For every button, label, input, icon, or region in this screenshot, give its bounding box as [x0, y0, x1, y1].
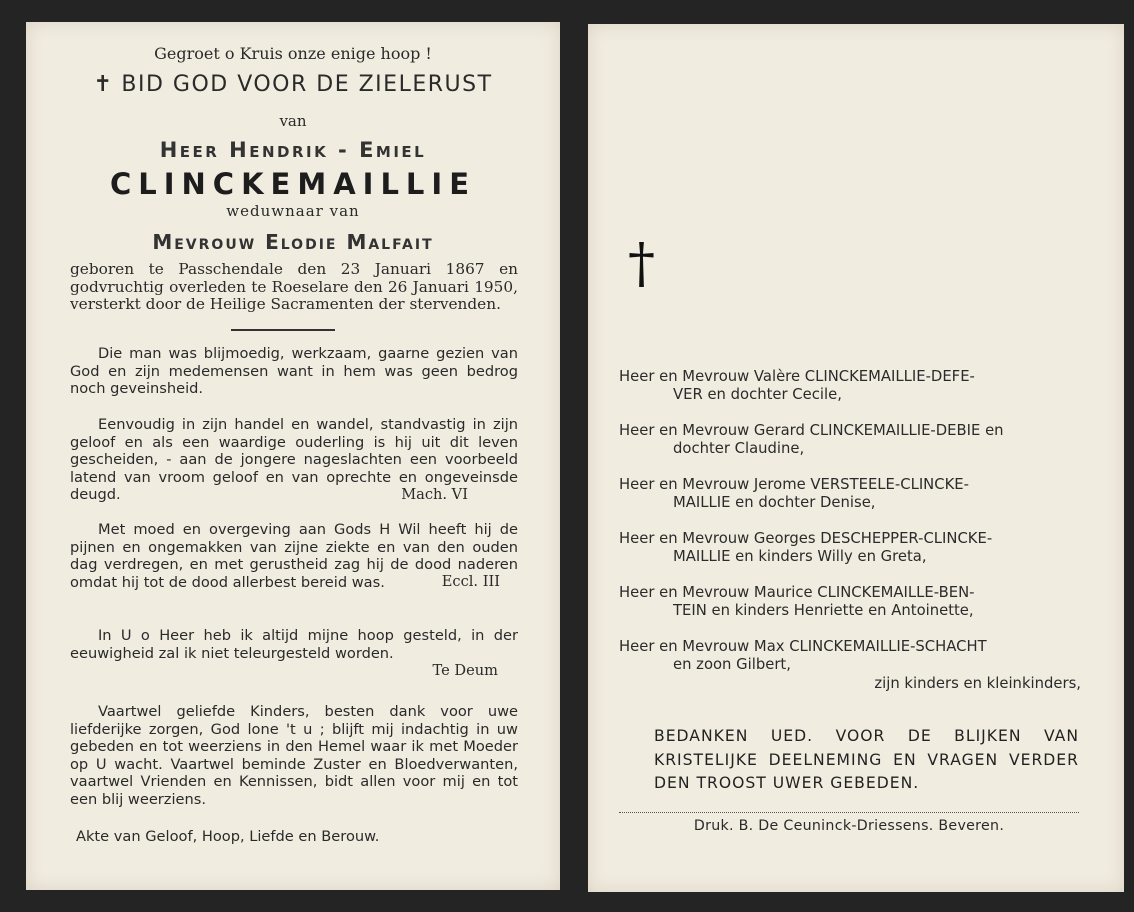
scripture-ref-mach: Mach. VI [401, 485, 468, 503]
prayer-heading [26, 72, 560, 97]
family-entry [619, 476, 1081, 511]
van-label: van [279, 112, 307, 130]
deceased-given-name: Heer Hendrik - Emiel [159, 138, 427, 162]
scripture-ref-eccl: Eccl. III [441, 573, 500, 590]
family-entry-line2: MAILLIE en kinders Willy en Greta, [673, 547, 927, 565]
dotted-divider [619, 812, 1079, 813]
left-card-panel [26, 22, 560, 890]
family-entry-line2: MAILLIE en dochter Denise, [673, 493, 876, 511]
family-entry [619, 638, 1081, 673]
greeting-line: Gegroet o Kruis onze enige hoop ! [154, 44, 432, 63]
paragraph-hope-block [70, 627, 518, 680]
family-entry-line1: Heer en Mevrouw Jerome VERSTEELE-CLINCKE- [619, 476, 969, 493]
paragraph-hope: In U o Heer heb ik altijd mijne hoop gesteld, in der eeuwigheid zal ik niet teleurgesteld worden. [70, 627, 518, 662]
paragraph-faith-block [70, 416, 518, 503]
cross-icon: ✝ [93, 72, 114, 97]
family-entry [619, 584, 1081, 619]
family-entry-line2: TEIN en kinders Henriette en Antoinette, [673, 601, 974, 619]
akte-line: Akte van Geloof, Hoop, Liefde en Berouw. [76, 828, 380, 845]
prayer-heading-text: BID GOD VOOR DE ZIELERUST [121, 72, 493, 97]
printer-credit: Druk. B. De Ceuninck-Driessens. Beveren. [693, 818, 1005, 834]
deceased-surname: CLINCKEMAILLIE [109, 167, 477, 201]
family-entry [619, 530, 1081, 565]
family-entry-line2: VER en dochter Cecile, [673, 385, 842, 403]
children-grandchildren-line: zijn kinders en kleinkinders, [874, 675, 1081, 692]
paragraph-farewell: Vaartwel geliefde Kinders, besten dank voor uwe liefderijke zorgen, God lone 't u ; blijft mij indachtig in uw gebeden en tot weerziens in den Hemel waar ik met Moeder op U wacht. Vaartwel beminde Zuster en Bloedverwanten, vaartwel Vrienden en Kennissen, bidt allen voor mij en tot een blij weerziens. [70, 703, 518, 808]
paragraph-suffering-block [70, 521, 518, 591]
paragraph-suffering: Met moed en overgeving aan Gods H Wil heeft hij de pijnen en ongemakken van zijne ziekte en van den ouden dag verdregen, en met gerustheid zag hij de dood naderen omdat hij tot de dood allerbest bereid was. [70, 521, 518, 591]
family-entry [619, 368, 1081, 403]
paragraph-faith: Eenvoudig in zijn handel en wandel, standvastig in zijn geloof en als een waardige ouderling is hij uit dit leven gescheiden, - aan de jongere nageslachten een voorbeeld latend van vroom geloof en van oprechte en ongeveinsde deugd. [70, 416, 518, 503]
paragraph-character: Die man was blijmoedig, werkzaam, gaarne gezien van God en zijn medemensen want in hem was geen bedrog noch geveinsheid. [70, 345, 518, 397]
thanks-paragraph: BEDANKEN UED. VOOR DE BLIJKEN VAN KRISTELIJKE DEELNEMING EN VRAGEN VERDER DEN TROOST UWER GEBEDEN. [654, 727, 1079, 792]
family-entry [619, 422, 1081, 457]
divider-rule [231, 329, 335, 331]
te-deum-ref: Te Deum [432, 662, 498, 679]
right-card-panel [588, 24, 1124, 892]
family-entry-line2: en zoon Gilbert, [673, 655, 791, 673]
family-entry-line1: Heer en Mevrouw Max CLINCKEMAILLIE-SCHACHT [619, 638, 987, 655]
family-list [619, 368, 1081, 693]
widower-label: weduwnaar van [226, 202, 360, 220]
family-entry-line1: Heer en Mevrouw Maurice CLINCKEMAILLE-BEN- [619, 584, 975, 601]
cross-icon: † [628, 232, 655, 295]
family-entry-line1: Heer en Mevrouw Gerard CLINCKEMAILLIE-DEBIE en [619, 422, 1004, 439]
spouse-name: Mevrouw Elodie Malfait [152, 230, 434, 254]
family-entry-line1: Heer en Mevrouw Valère CLINCKEMAILLIE-DEFE- [619, 368, 975, 385]
family-entry-line2: dochter Claudine, [673, 439, 805, 457]
birth-death-paragraph: geboren te Passchendale den 23 Januari 1867 en godvruchtig overleden te Roeselare den 26 Januari 1950, versterkt door de Heilige Sacramenten der stervenden. [70, 260, 518, 313]
family-entry-line1: Heer en Mevrouw Georges DESCHEPPER-CLINCKE- [619, 530, 993, 547]
